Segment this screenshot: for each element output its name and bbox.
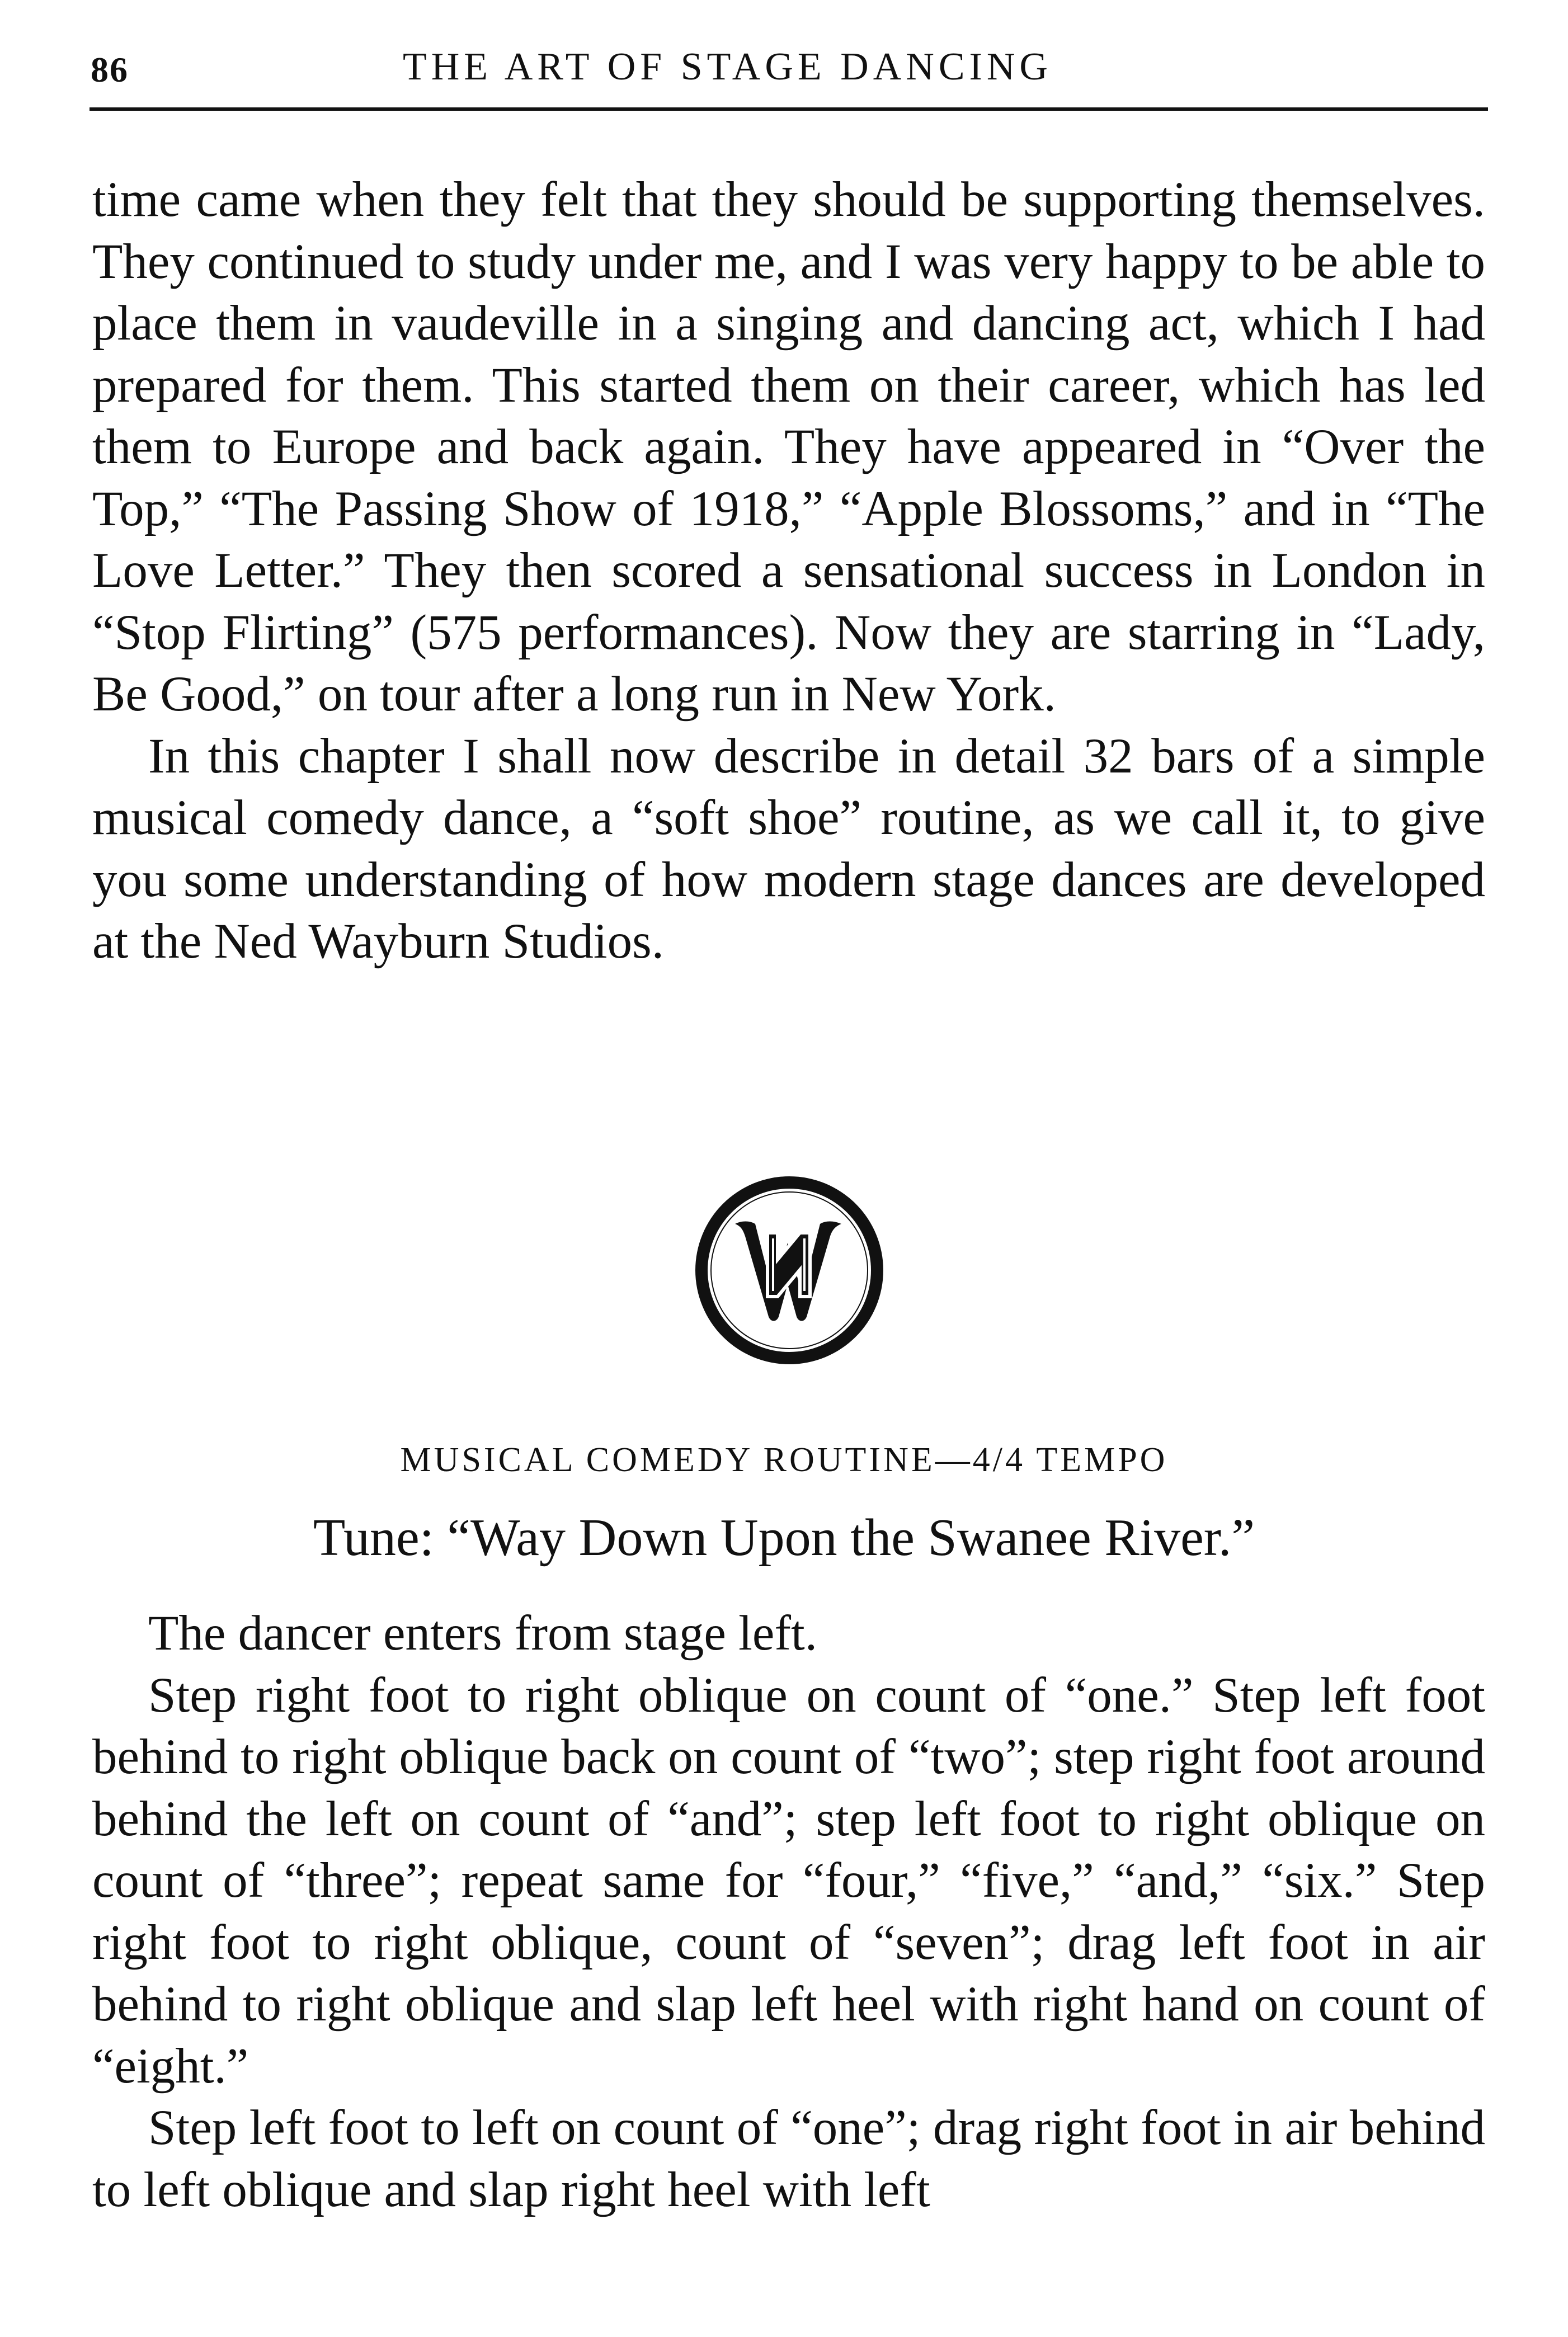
body-text-top <box>92 169 1485 973</box>
paragraph-steps-one: Step right foot to right oblique on count of “one.” Step left foot behind to right oblique back on count of “two”; step right foot around behind the left on count of “and”; step left foot to right oblique on count of “three”; repeat same for “four,” “five,” “and,” “six.” Step right foot to right oblique, count of “seven”; drag left foot in air behind to right oblique and slap left heel with right hand on count of “eight.” <box>92 1667 1485 2094</box>
section-title: MUSICAL COMEDY ROUTINE—4/4 TEMPO <box>400 1441 1168 1479</box>
paragraph-entrance: The dancer enters from stage left. <box>148 1606 817 1661</box>
paragraph-chapter-intro: In this chapter I shall now describe in detail 32 bars of a simple musical comedy dance, a “soft shoe” routine, as we call it, to give you some understanding of how modern stage dances are developed at the Ned Wayburn Studios. <box>92 728 1485 969</box>
header-rule <box>90 107 1488 111</box>
nw-monogram-icon <box>689 1170 889 1370</box>
paragraph-continued: time came when they felt that they should be supporting themselves. They continued to study under me, and I was very happy to be able to place them in vaudeville in a singing and dancing act, which I had prepared for them. This started them on their career, which has led them to Europe and back again. They have appeared in “Over the Top,” “The Passing Show of 1918,” “Apple Blossoms,” and in “The Love Letter.” They then scored a sensational success in London in “Stop Flirting” (575 performances). Now they are starring in “Lady, Be Good,” on tour after a long run in New York. <box>92 172 1485 722</box>
monogram-svg <box>689 1170 889 1370</box>
page-number: 86 <box>91 50 129 89</box>
running-header <box>90 39 1488 101</box>
running-title: THE ART OF STAGE DANCING <box>403 45 1052 88</box>
body-text-bottom <box>92 1603 1485 2221</box>
paragraph-steps-two: Step left foot to left on count of “one”; drag right foot in air behind to left oblique and slap right heel with left <box>92 2100 1485 2217</box>
tune-line: Tune: “Way Down Upon the Swanee River.” <box>313 1509 1255 1567</box>
